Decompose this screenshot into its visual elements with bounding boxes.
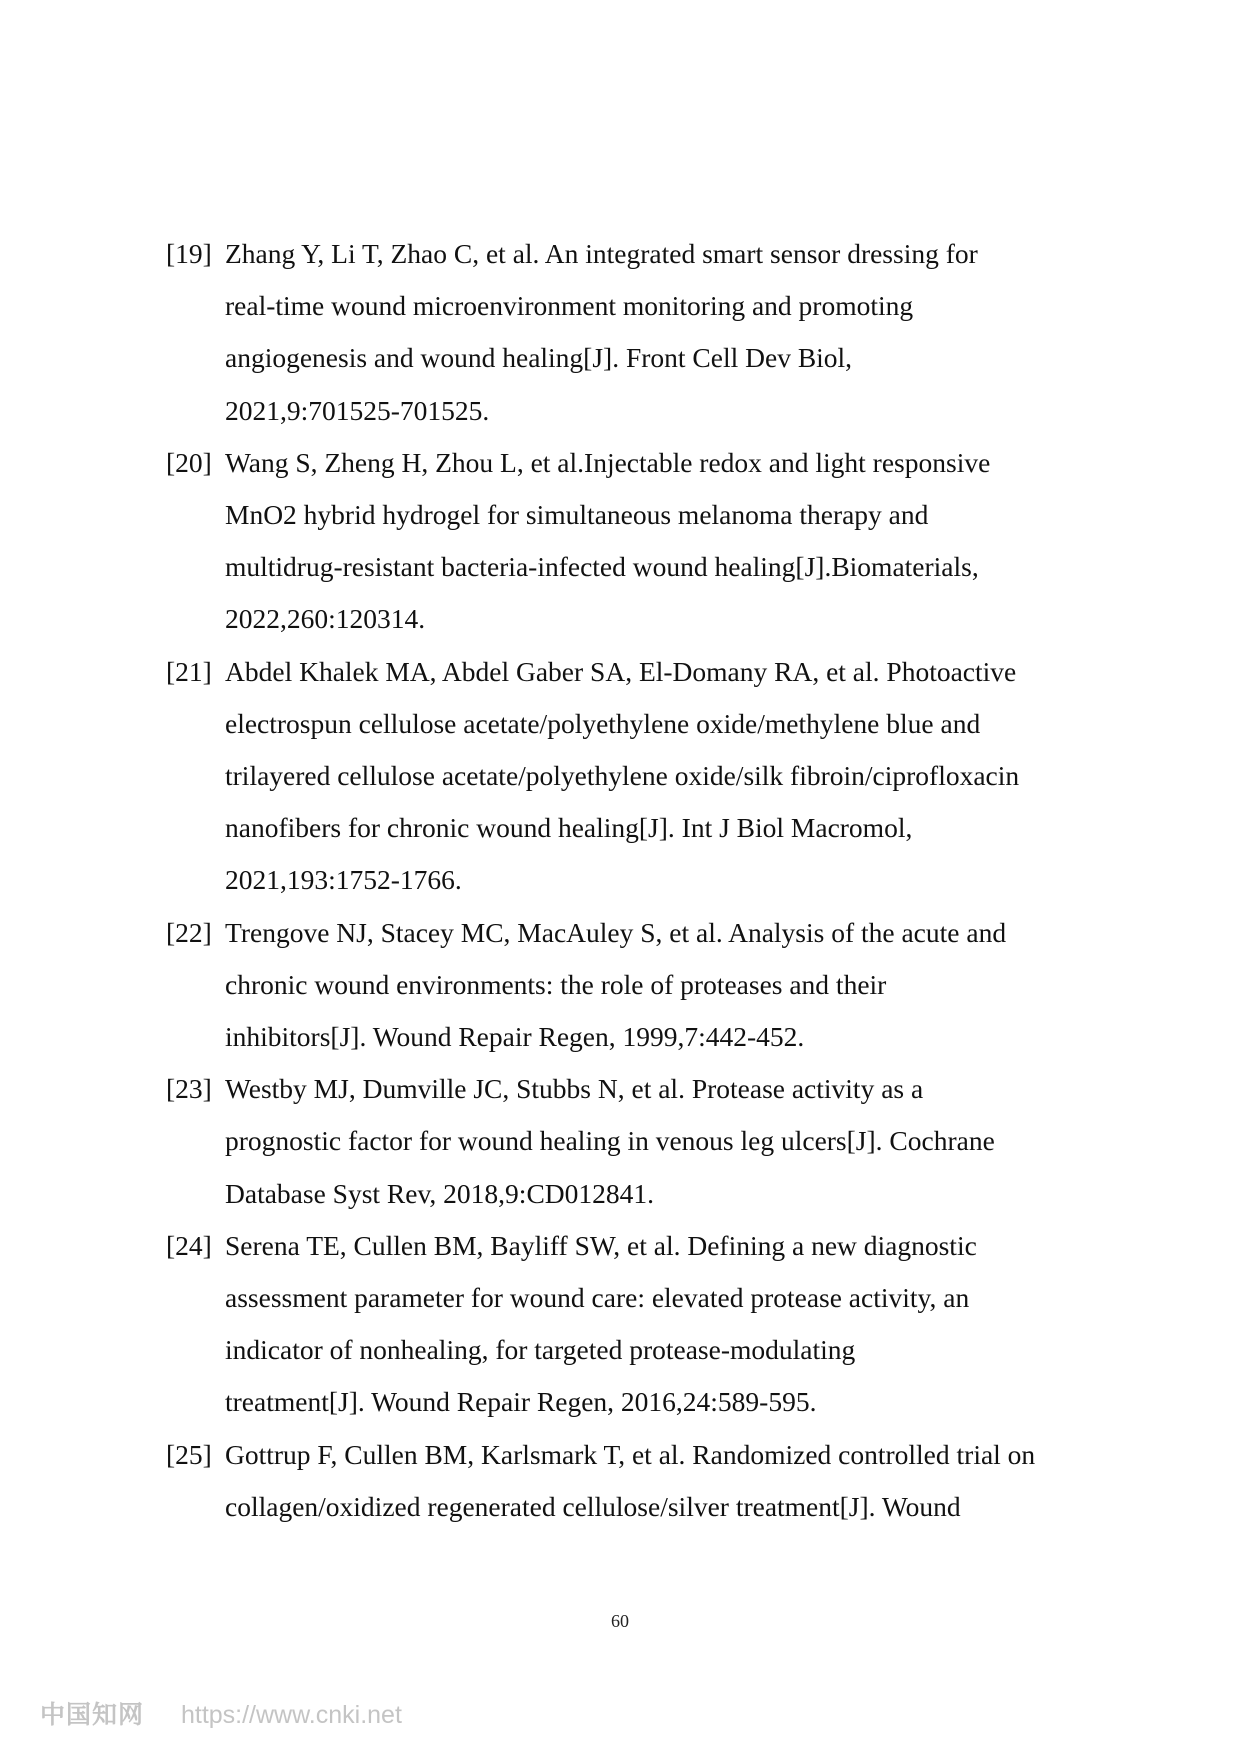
cnki-watermark <box>40 1700 402 1730</box>
reference-entry <box>166 1063 1096 1220</box>
reference-line: 2022,260:120314. <box>225 603 426 635</box>
cnki-logo-text: 中国知网 <box>40 1701 145 1729</box>
reference-line: Database Syst Rev, 2018,9:CD012841. <box>225 1177 655 1209</box>
reference-number: [19] <box>166 238 212 269</box>
cnki-url: https://www.cnki.net <box>180 1701 402 1729</box>
reference-text <box>225 1063 1096 1220</box>
reference-text <box>225 437 1096 646</box>
reference-text <box>225 228 1096 437</box>
reference-text <box>225 646 1096 907</box>
reference-line: collagen/oxidized regenerated cellulose/silver treatment[J]. Wound <box>225 1490 961 1522</box>
reference-line: electrospun cellulose acetate/polyethylene oxide/methylene blue and <box>225 707 981 739</box>
reference-number: [24] <box>166 1229 212 1261</box>
reference-line: Wang S, Zheng H, Zhou L, et al.Injectable redox and light responsive <box>225 446 991 478</box>
reference-number: [21] <box>166 655 212 687</box>
reference-line: 2021,193:1752-1766. <box>225 864 462 896</box>
reference-line: prognostic factor for wound healing in venous leg ulcers[J]. Cochrane <box>225 1125 995 1157</box>
reference-number: [20] <box>166 446 212 478</box>
reference-line: trilayered cellulose acetate/polyethylene oxide/silk fibroin/ciprofloxacin <box>225 760 1020 792</box>
reference-entry <box>166 646 1096 907</box>
reference-entry <box>166 437 1096 646</box>
reference-text <box>225 1429 1096 1533</box>
reference-line: Gottrup F, Cullen BM, Karlsmark T, et al. Randomized controlled trial on <box>225 1438 1036 1470</box>
reference-entry <box>166 228 1096 437</box>
reference-line: inhibitors[J]. Wound Repair Regen, 1999,7:442-452. <box>225 1021 805 1053</box>
reference-line: indicator of nonhealing, for targeted protease-modulating <box>225 1334 856 1366</box>
reference-entry <box>166 1220 1096 1429</box>
reference-line: Zhang Y, Li T, Zhao C, et al. An integrated smart sensor dressing for <box>225 238 978 269</box>
reference-line: chronic wound environments: the role of proteases and their <box>225 968 887 1000</box>
reference-line: Serena TE, Cullen BM, Bayliff SW, et al. Defining a new diagnostic <box>225 1229 977 1261</box>
reference-line: assessment parameter for wound care: elevated protease activity, an <box>225 1282 970 1314</box>
reference-line: 2021,9:701525-701525. <box>225 394 490 426</box>
reference-line: Westby MJ, Dumville JC, Stubbs N, et al. Protease activity as a <box>225 1073 924 1105</box>
reference-number: [25] <box>166 1438 212 1470</box>
reference-line: treatment[J]. Wound Repair Regen, 2016,24:589-595. <box>225 1386 817 1418</box>
reference-line: MnO2 hybrid hydrogel for simultaneous melanoma therapy and <box>225 499 929 531</box>
reference-entry <box>166 1429 1096 1533</box>
reference-entry <box>166 907 1096 1064</box>
page-number: 60 <box>611 1611 629 1631</box>
reference-line: Trengove NJ, Stacey MC, MacAuley S, et al. Analysis of the acute and <box>225 916 1007 948</box>
reference-text <box>225 907 1096 1064</box>
reference-line: multidrug-resistant bacteria-infected wound healing[J].Biomaterials, <box>225 551 979 583</box>
reference-number: [23] <box>166 1073 212 1105</box>
reference-number: [22] <box>166 916 212 948</box>
reference-list <box>166 228 1096 1533</box>
reference-text <box>225 1220 1096 1429</box>
reference-line: angiogenesis and wound healing[J]. Front Cell Dev Biol, <box>225 342 853 374</box>
reference-line: real-time wound microenvironment monitoring and promoting <box>225 290 914 322</box>
reference-line: Abdel Khalek MA, Abdel Gaber SA, El-Domany RA, et al. Photoactive <box>225 655 1017 687</box>
reference-line: nanofibers for chronic wound healing[J]. Int J Biol Macromol, <box>225 812 913 844</box>
